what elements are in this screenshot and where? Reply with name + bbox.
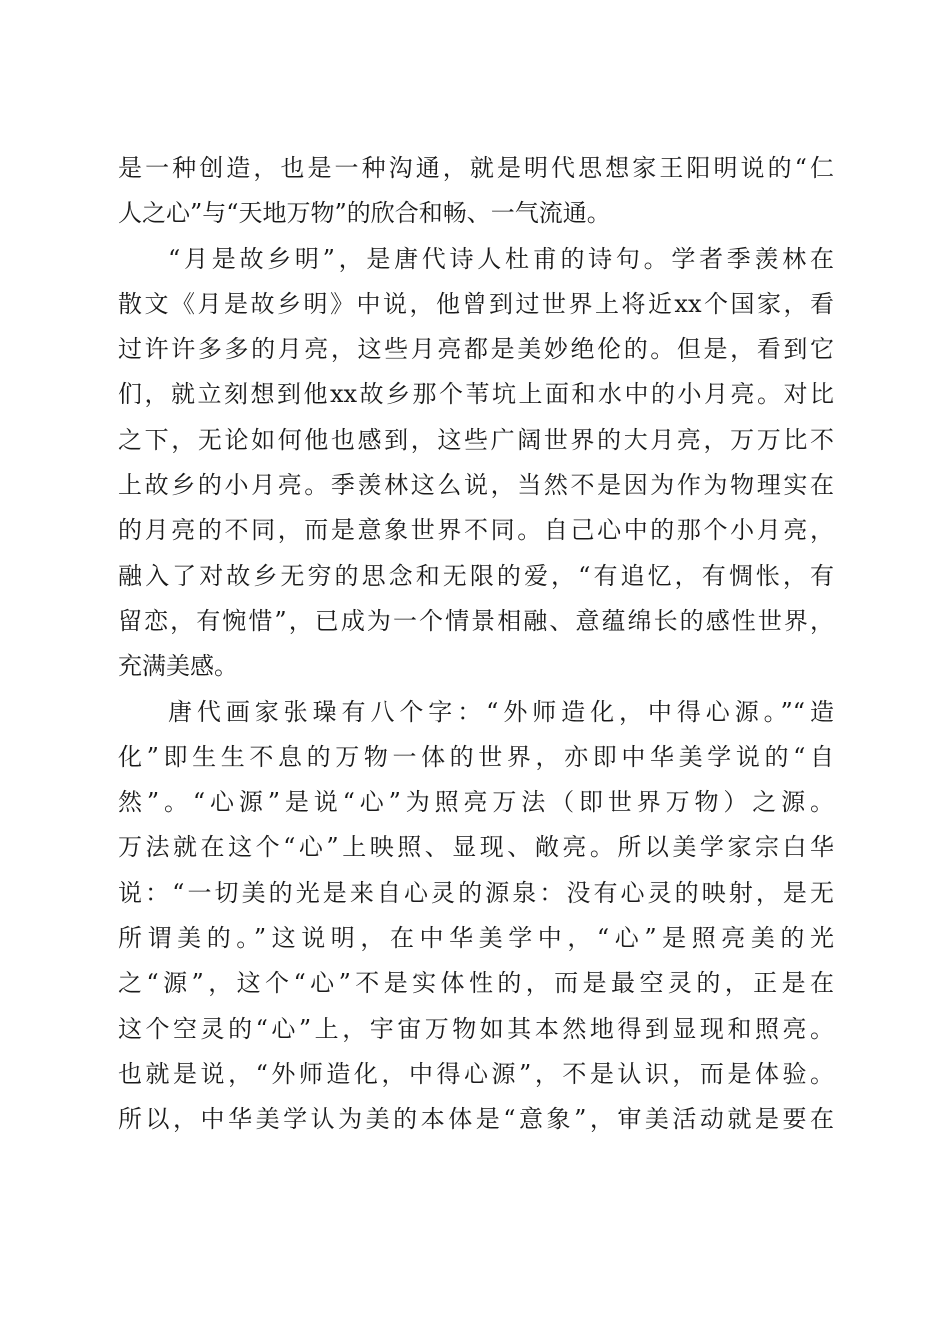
text-line: 然”。“心源”是说“心”为照亮万法（即世界万物）之源。 <box>118 788 834 817</box>
text-line: 说：“一切美的光是来自心灵的源泉：没有心灵的映射，是无 <box>118 878 834 907</box>
text-line: 融入了对故乡无穷的思念和无限的爱，“有追忆，有惆怅，有 <box>118 561 834 590</box>
text-line: 化”即生生不息的万物一体的世界，亦即中华美学说的“自 <box>118 742 834 771</box>
text-line: 人之心”与“天地万物”的欣合和畅、一气流通。 <box>118 199 611 228</box>
text-line: 充满美感。 <box>118 652 238 681</box>
text-line: 万法就在这个“心”上映照、显现、敞亮。所以美学家宗白华 <box>118 833 834 862</box>
text-line: 是一种创造，也是一种沟通，就是明代思想家王阳明说的“仁 <box>118 154 834 182</box>
text-line: 之“源”，这个“心”不是实体性的，而是最空灵的，正是在 <box>118 969 834 998</box>
text-line: 唐代画家张璪有八个字：“外师造化，中得心源。”“造 <box>168 697 834 726</box>
text-line: 上故乡的小月亮。季羡林这么说，当然不是因为作为物理实在 <box>118 471 834 500</box>
text-line: 也就是说，“外师造化，中得心源”，不是认识，而是体验。 <box>118 1059 834 1088</box>
text-line: 的月亮的不同，而是意象世界不同。自己心中的那个小月亮， <box>118 516 834 545</box>
text-line: “月是故乡明”，是唐代诗人杜甫的诗句。学者季羡林在 <box>168 244 834 273</box>
text-line: 所以，中华美学认为美的本体是“意象”，审美活动就是要在 <box>118 1105 834 1134</box>
body-text <box>118 146 834 1143</box>
text-line: 留恋，有惋惜”，已成为一个情景相融、意蕴绵长的感性世界， <box>118 606 834 635</box>
text-line: 之下，无论如何他也感到，这些广阔世界的大月亮，万万比不 <box>118 425 834 454</box>
text-line: 所谓美的。”这说明，在中华美学中，“心”是照亮美的光 <box>118 924 834 953</box>
text-line: 散文《月是故乡明》中说，他曾到过世界上将近xx个国家，看 <box>118 289 834 318</box>
text-line: 们，就立刻想到他xx故乡那个苇坑上面和水中的小月亮。对比 <box>118 380 834 409</box>
text-line: 过许许多多的月亮，这些月亮都是美妙绝伦的。但是，看到它 <box>118 335 834 364</box>
text-line: 这个空灵的“心”上，宇宙万物如其本然地得到显现和照亮。 <box>118 1014 834 1043</box>
